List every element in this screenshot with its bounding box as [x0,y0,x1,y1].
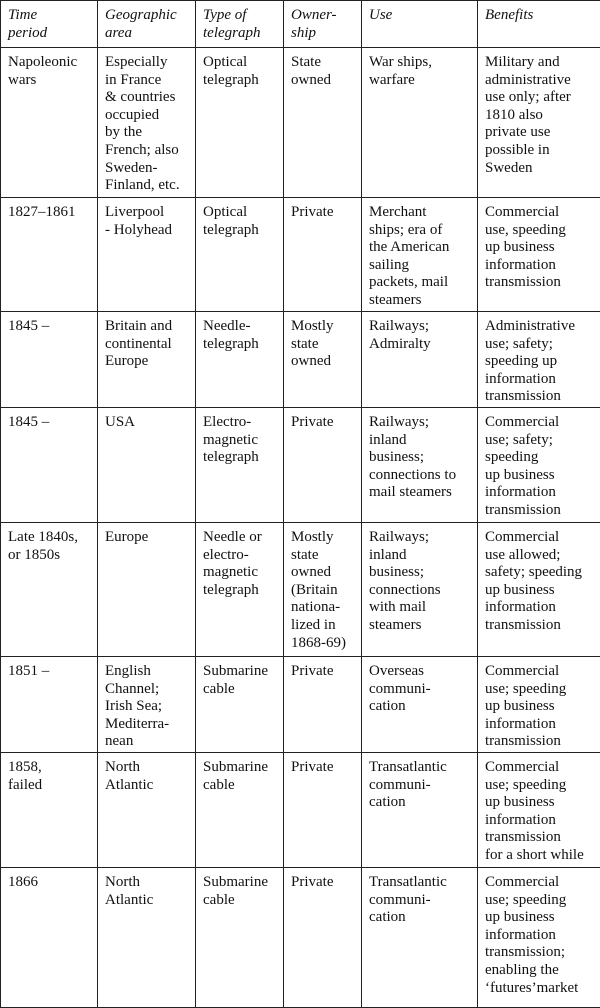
cell-time-period: 1866 [1,868,98,1008]
cell-benefits: Commercial use allowed; safety; speeding up business information transmission [478,523,600,657]
cell-use: War ships, warfare [362,48,478,198]
cell-type-of-telegraph: Needle- telegraph [196,312,284,408]
cell-type-of-telegraph: Submarine cable [196,753,284,868]
table-row [1,523,600,657]
cell-benefits: Military and administrative use only; after 1810 also private use possible in Sweden [478,48,600,198]
cell-ownership: Mostly state owned (Britain nationa- lized in 1868-69) [284,523,362,657]
cell-use: Transatlantic communi- cation [362,868,478,1008]
header-benefits: Benefits [478,1,600,48]
cell-ownership: Private [284,868,362,1008]
cell-use: Railways; inland business; connections to mail steamers [362,408,478,523]
header-use: Use [362,1,478,48]
cell-geographic-area: Especially in France & countries occupied by the French; also Sweden- Finland, etc. [98,48,196,198]
table-row [1,657,600,753]
table-row [1,868,600,1008]
cell-time-period: Napoleonic wars [1,48,98,198]
cell-ownership: Private [284,657,362,753]
cell-ownership: Private [284,408,362,523]
table-row [1,408,600,523]
cell-time-period: 1858, failed [1,753,98,868]
cell-benefits: Commercial use; speeding up business information transmission; enabling the ‘futures’market [478,868,600,1008]
table-row [1,312,600,408]
cell-geographic-area: North Atlantic [98,753,196,868]
cell-benefits: Administrative use; safety; speeding up information transmission [478,312,600,408]
cell-ownership: Private [284,198,362,312]
cell-type-of-telegraph: Needle or electro- magnetic telegraph [196,523,284,657]
cell-type-of-telegraph: Electro- magnetic telegraph [196,408,284,523]
cell-geographic-area: North Atlantic [98,868,196,1008]
cell-time-period: 1851 – [1,657,98,753]
header-type-of-telegraph: Type of telegraph [196,1,284,48]
cell-ownership: Private [284,753,362,868]
cell-type-of-telegraph: Optical telegraph [196,48,284,198]
cell-time-period: 1827–1861 [1,198,98,312]
header-ownership: Owner- ship [284,1,362,48]
cell-benefits: Commercial use; speeding up business information transmission [478,657,600,753]
cell-benefits: Commercial use; safety; speeding up business information transmission [478,408,600,523]
header-geographic-area: Geographic area [98,1,196,48]
cell-type-of-telegraph: Submarine cable [196,657,284,753]
cell-type-of-telegraph: Optical telegraph [196,198,284,312]
table-row [1,48,600,198]
header-time-period: Time period [1,1,98,48]
table-row [1,753,600,868]
header-row [1,1,600,48]
cell-use: Railways; inland business; connections with mail steamers [362,523,478,657]
cell-geographic-area: USA [98,408,196,523]
cell-geographic-area: Britain and continental Europe [98,312,196,408]
cell-use: Overseas communi- cation [362,657,478,753]
cell-use: Merchant ships; era of the American sailing packets, mail steamers [362,198,478,312]
cell-ownership: Mostly state owned [284,312,362,408]
cell-type-of-telegraph: Submarine cable [196,868,284,1008]
cell-geographic-area: Europe [98,523,196,657]
cell-geographic-area: English Channel; Irish Sea; Mediterra- nean [98,657,196,753]
cell-benefits: Commercial use, speeding up business information transmission [478,198,600,312]
cell-time-period: Late 1840s, or 1850s [1,523,98,657]
table-row [1,198,600,312]
cell-ownership: State owned [284,48,362,198]
cell-time-period: 1845 – [1,312,98,408]
cell-time-period: 1845 – [1,408,98,523]
cell-benefits: Commercial use; speeding up business information transmission for a short while [478,753,600,868]
cell-use: Railways; Admiralty [362,312,478,408]
cell-geographic-area: Liverpool - Holyhead [98,198,196,312]
cell-use: Transatlantic communi- cation [362,753,478,868]
